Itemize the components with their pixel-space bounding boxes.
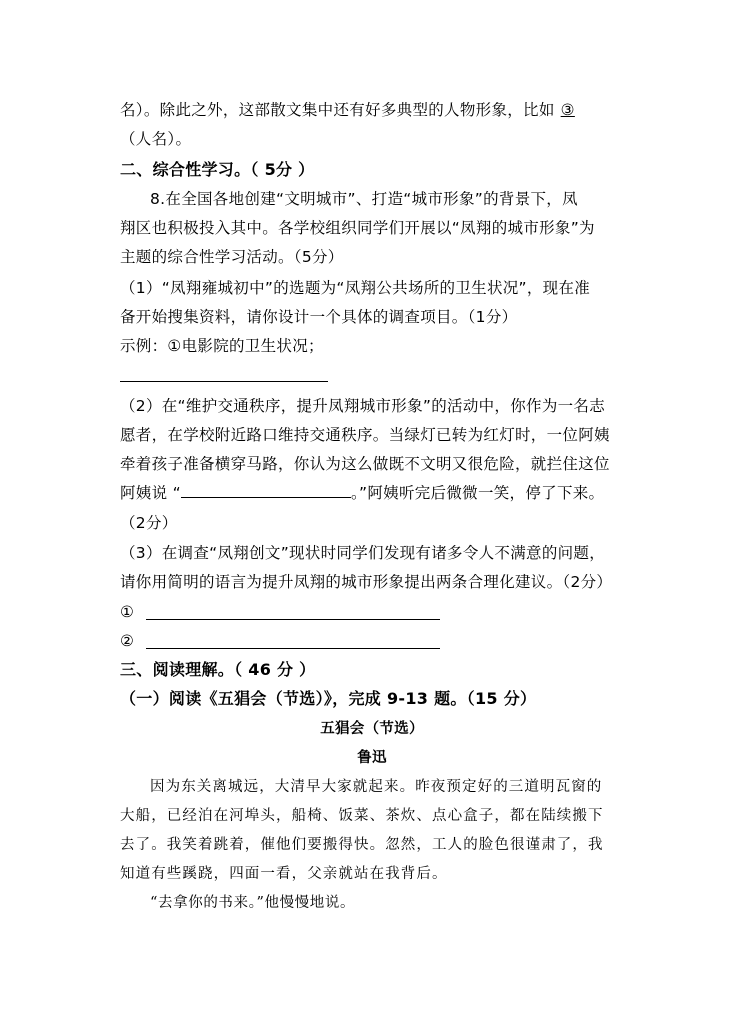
passage-line: 去了。我笑着跳着，催他们要搬得快。忽然，工人的脸色很谨肃了，我 bbox=[120, 837, 604, 853]
text-span: 名）。除此之外，这部散文集中还有好多典型的人物形象，比如 bbox=[120, 101, 555, 119]
suggestion-blank-1[interactable] bbox=[146, 619, 440, 620]
example-line: 示例：①电影院的卫生状况； bbox=[120, 337, 324, 355]
question-8-line: 翔区也积极投入其中。各学校组织同学们开展以“凤翔的城市形象”为 bbox=[120, 219, 595, 237]
passage-line: 大船，已经泊在河埠头，船椅、饭菜、茶炊、点心盒子，都在陆续搬下 bbox=[120, 808, 604, 824]
passage-line: 因为东关离城远，大清早大家就起来。昨夜预定好的三道明瓦窗的 bbox=[150, 779, 603, 795]
part-2-line: （2分） bbox=[120, 514, 178, 532]
part-2-line: 牵着孩子准备横穿马路，你认为这么做既不文明又很危险，就拦住这位 bbox=[120, 455, 610, 473]
question-8-line: 主题的综合性学习活动。（5分） bbox=[120, 248, 344, 266]
subsection-heading: （一）阅读《五猖会（节选）》，完成 9-13 题。（15 分） bbox=[120, 689, 537, 708]
answer-blank[interactable] bbox=[181, 483, 351, 498]
underlined-number: ③ bbox=[560, 101, 575, 119]
part-1-line: 备开始搜集资料，请你设计一个具体的调查项目。（1分） bbox=[120, 308, 518, 326]
passage-line: “去拿你的书来。”他慢慢地说。 bbox=[150, 895, 356, 911]
part-2-line bbox=[120, 483, 604, 503]
passage-line: 知道有些蹊跷，四面一看，父亲就站在我背后。 bbox=[120, 866, 448, 882]
part-3-line: 请你用简明的语言为提升凤翔的城市形象提出两条合理化建议。（2分） bbox=[120, 573, 613, 591]
part-2-line: 愿者，在学校附近路口维持交通秩序。当绿灯已转为红灯时，一位阿姨 bbox=[120, 426, 610, 444]
text-span: 。”阿姨听完后微微一笑，停了下来。 bbox=[350, 484, 605, 502]
section-heading-3: 三、阅读理解。（ 46 分 ） bbox=[120, 660, 316, 679]
text-span: 阿姨说 “ bbox=[120, 484, 181, 502]
suggestion-blank-2[interactable] bbox=[146, 648, 440, 649]
passage-author: 鲁迅 bbox=[357, 749, 387, 766]
part-2-line: （2）在“维护交通秩序，提升凤翔城市形象”的活动中，你作为一名志 bbox=[120, 397, 606, 415]
passage-title: 五猖会（节选） bbox=[320, 720, 424, 737]
answer-blank-line[interactable] bbox=[120, 381, 328, 382]
part-1-line: （1）“凤翔雍城初中”的选题为“凤翔公共场所的卫生状况”，现在准 bbox=[120, 279, 591, 297]
suggestion-number-1: ① bbox=[120, 603, 135, 621]
text-line: （人名）。 bbox=[120, 130, 192, 148]
section-heading-2: 二、综合性学习。（ 5分 ） bbox=[120, 160, 315, 179]
text-line bbox=[120, 100, 575, 120]
suggestion-number-2: ② bbox=[120, 632, 135, 650]
question-8-line: 8.在全国各地创建“文明城市”、打造“城市形象”的背景下，凤 bbox=[150, 190, 578, 208]
part-3-line: （3）在调查“凤翔创文”现状时同学们发现有诸多令人不满意的问题， bbox=[120, 544, 606, 562]
